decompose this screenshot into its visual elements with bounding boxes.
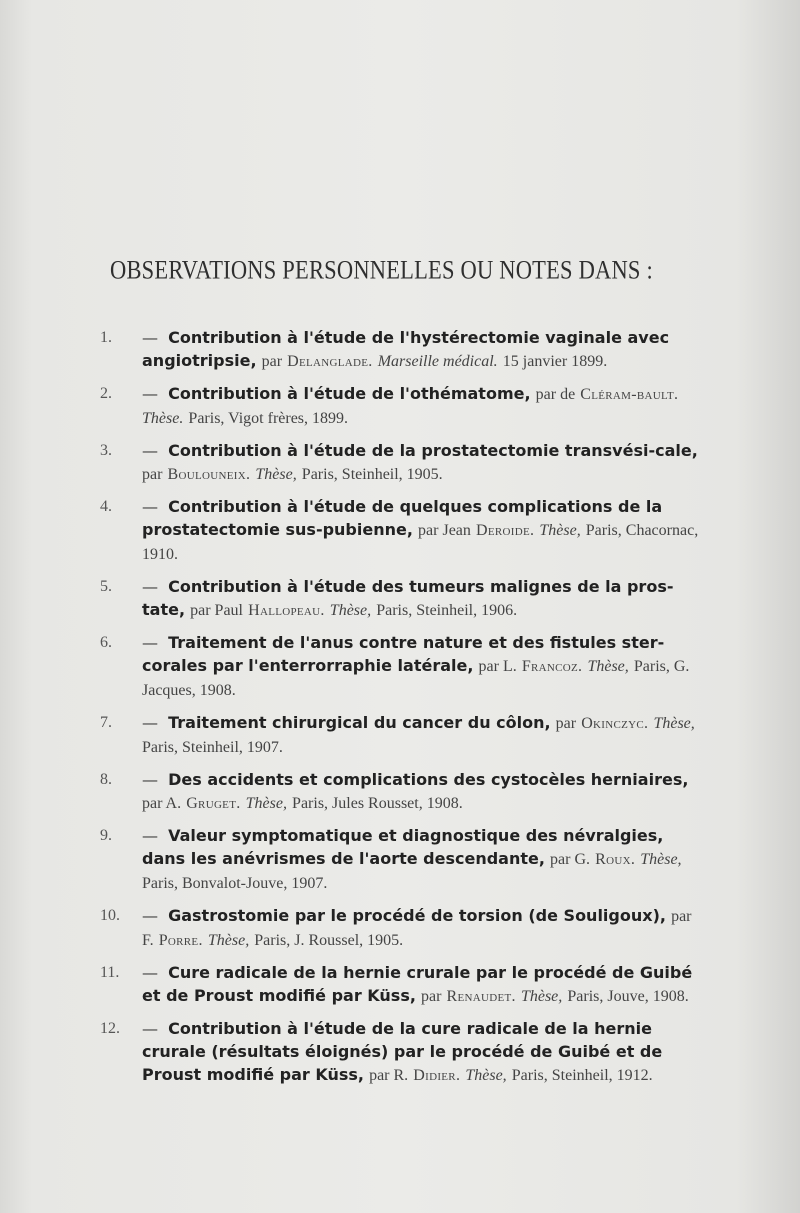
entry-publication: Thèse.: [142, 410, 184, 427]
list-item: [100, 575, 700, 622]
entry-details: Paris, Jouve, 1908.: [567, 988, 689, 1005]
observation-list: [100, 326, 700, 1096]
entry-number: 8.: [100, 771, 112, 788]
entry-dash: —: [142, 497, 158, 516]
entry-title: Traitement de l'anus contre nature et des fistules ster-corales par l'enterrorraphie latérale,: [142, 633, 665, 675]
entry-details: Paris, Bonvalot-Jouve, 1907.: [142, 875, 328, 892]
entry-number: 4.: [100, 498, 112, 515]
entry-by: par L.: [478, 658, 517, 675]
entry-title: Gastrostomie par le procédé de torsion (de Souligoux),: [168, 906, 666, 925]
entry-author: Didier.: [413, 1067, 461, 1084]
entry-author: Deroide.: [475, 522, 535, 539]
entry-details: 15 janvier 1899.: [502, 353, 608, 370]
entry-number: 3.: [100, 442, 112, 459]
entry-details: Paris, Steinheil, 1906.: [376, 602, 518, 619]
entry-number: 9.: [100, 827, 112, 844]
entry-details: Paris, G. Jacques, 1908.: [142, 658, 690, 699]
bleed-through-texture: [95, 135, 705, 223]
entry-author: Cléram-bault.: [580, 386, 679, 403]
page-heading: OBSERVATIONS PERSONNELLES OU NOTES DANS :: [110, 255, 653, 285]
entry-author: Francoz.: [521, 658, 583, 675]
entry-by: par: [421, 988, 442, 1005]
entry-title: Contribution à l'étude de la prostatectomie transvési-cale,: [168, 441, 698, 460]
list-item: [100, 1017, 700, 1087]
entry-number: 5.: [100, 578, 112, 595]
entry-number: 12.: [100, 1020, 120, 1037]
entry-number: 6.: [100, 634, 112, 651]
entry-number: 1.: [100, 329, 112, 346]
entry-author: Hallopeau.: [248, 602, 325, 619]
entry-details: Paris, Steinheil, 1912.: [511, 1067, 653, 1084]
entry-dash: —: [142, 1019, 158, 1038]
entry-by: par: [555, 715, 577, 732]
entry-by: par R.: [369, 1067, 409, 1084]
entry-title: Contribution à l'étude de la cure radicale de la hernie crurale (résultats éloignés) par le procédé de Guibé et de Proust modifié par Küss,: [142, 1019, 663, 1084]
entry-publication: Thèse,: [520, 988, 563, 1005]
entry-details: Paris, Steinheil, 1907.: [142, 739, 283, 756]
entry-title: Contribution à l'étude des tumeurs malignes de la pros-tate,: [142, 577, 674, 619]
entry-title: Valeur symptomatique et diagnostique des névralgies, dans les anévrismes de l'aorte descendante,: [142, 826, 664, 868]
entry-details: Paris, Steinheil, 1905.: [301, 466, 443, 483]
entry-details: Paris, Chacornac, 1910.: [142, 522, 699, 563]
list-item: [100, 824, 700, 895]
list-item: [100, 711, 700, 759]
entry-title: Traitement chirurgical du cancer du côlon,: [168, 713, 551, 732]
entry-number: 7.: [100, 714, 112, 731]
entry-dash: —: [142, 441, 158, 460]
entry-publication: Thèse,: [465, 1067, 507, 1084]
entry-publication: Thèse,: [245, 795, 287, 812]
entry-dash: —: [142, 906, 158, 925]
entry-by: par Paul: [190, 602, 243, 619]
entry-author: Renaudet.: [446, 988, 516, 1005]
entry-title: Contribution à l'étude de quelques complications de la prostatectomie sus-pubienne,: [142, 497, 663, 539]
list-item: [100, 768, 700, 815]
entry-number: 2.: [100, 385, 112, 402]
entry-title: Cure radicale de la hernie crurale par le procédé de Guibé et de Proust modifié par Küss,: [142, 963, 693, 1005]
entry-details: Paris, Vigot frères, 1899.: [188, 410, 349, 427]
list-item: [100, 326, 700, 373]
entry-by: par: [142, 466, 163, 483]
entry-publication: Thèse,: [207, 932, 250, 949]
list-item: [100, 382, 700, 430]
entry-author: Okinczyc.: [581, 715, 649, 732]
list-item: [100, 631, 700, 702]
entry-publication: Thèse,: [329, 602, 372, 619]
entry-dash: —: [142, 713, 158, 732]
entry-details: Paris, Jules Rousset, 1908.: [292, 795, 463, 812]
entry-author: Gruget.: [186, 795, 241, 812]
entry-author: Roux.: [595, 851, 636, 868]
entry-by: par F.: [142, 908, 692, 949]
entry-by: par Jean: [418, 522, 471, 539]
entry-dash: —: [142, 633, 158, 652]
entry-number: 10.: [100, 907, 120, 924]
entry-publication: Thèse,: [255, 466, 297, 483]
entry-by: par de: [535, 386, 576, 403]
entry-by: par A.: [142, 795, 182, 812]
entry-author: Delanglade.: [287, 353, 373, 370]
list-item: [100, 439, 700, 486]
entry-publication: Thèse,: [640, 851, 682, 868]
entry-title: Contribution à l'étude de l'othématome,: [168, 384, 531, 403]
entry-publication: Thèse,: [539, 522, 581, 539]
list-item: [100, 961, 700, 1008]
entry-title: Des accidents et complications des cystocèles herniaires,: [168, 770, 689, 789]
entry-publication: Marseille médical.: [377, 353, 498, 370]
entry-author: Boulouneix.: [167, 466, 251, 483]
entry-publication: Thèse,: [653, 715, 695, 732]
entry-by: par: [261, 353, 283, 370]
entry-publication: Thèse,: [587, 658, 629, 675]
list-item: [100, 495, 700, 566]
entry-dash: —: [142, 577, 158, 596]
list-item: [100, 904, 700, 952]
entry-title: Contribution à l'étude de l'hystérectomie vaginale avec angiotripsie,: [142, 328, 670, 370]
entry-dash: —: [142, 826, 158, 845]
entry-number: 11.: [100, 964, 120, 981]
entry-dash: —: [142, 963, 158, 982]
entry-by: par G.: [550, 851, 591, 868]
entry-dash: —: [142, 328, 158, 347]
entry-author: Porre.: [158, 932, 203, 949]
entry-dash: —: [142, 384, 158, 403]
entry-details: Paris, J. Roussel, 1905.: [254, 932, 404, 949]
entry-dash: —: [142, 770, 158, 789]
